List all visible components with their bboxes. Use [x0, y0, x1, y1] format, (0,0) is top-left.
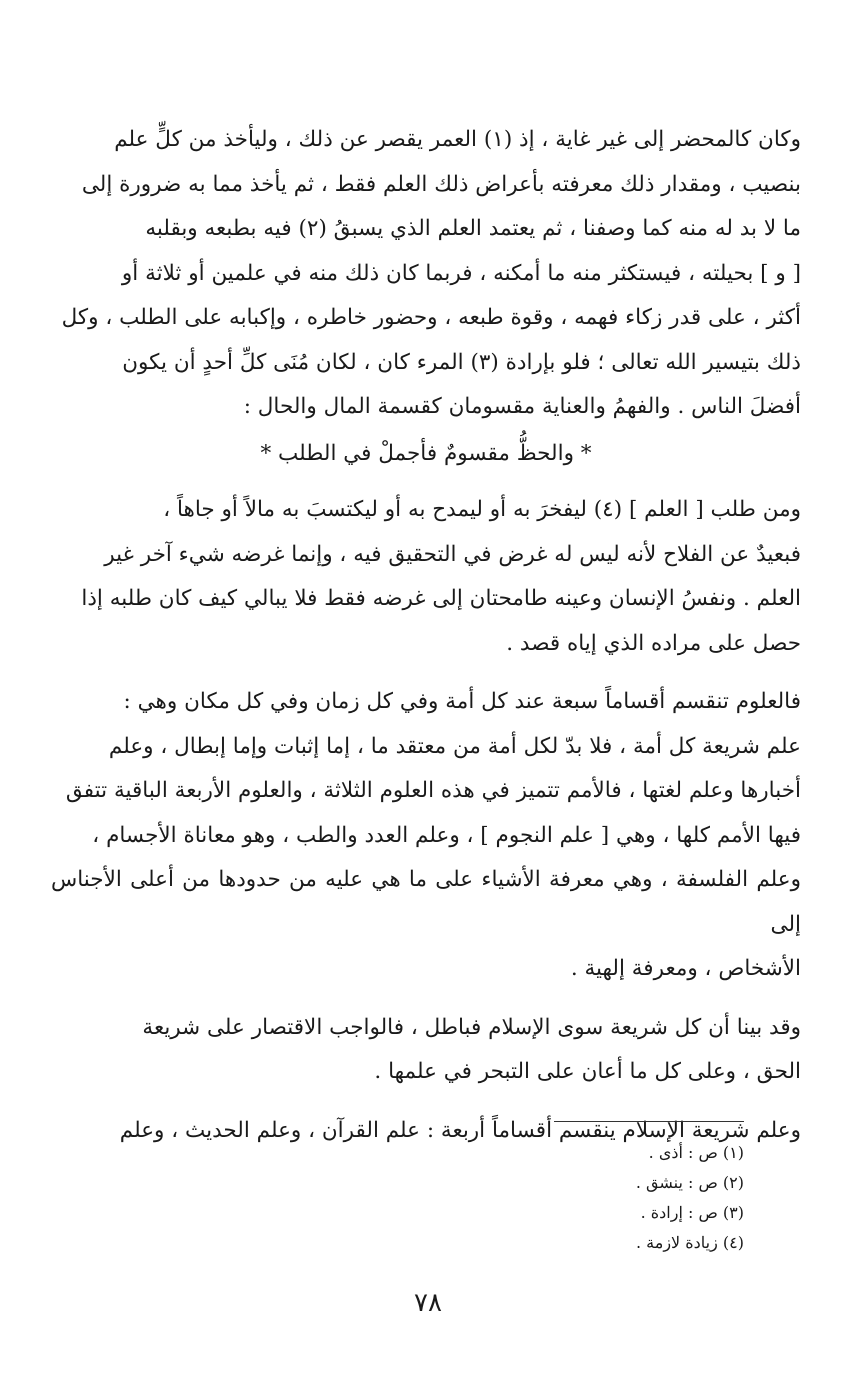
footnote-divider — [554, 1121, 744, 1122]
paragraph-1 — [51, 118, 801, 430]
text-line: الحق ، وعلى كل ما أعان على التبحر في علمها . — [374, 1059, 801, 1084]
text-line: فيها الأمم كلها ، وهي [ علم النجوم ] ، وعلم العدد والطب ، وهو معاناة الأجسام ، — [92, 822, 801, 848]
text-line: أخبارها وعلم لغتها ، فالأمم تتميز في هذه العلوم الثلاثة ، والعلوم الأربعة الباقية تتفق — [65, 778, 801, 803]
page-number: ٧٨ — [414, 1288, 442, 1318]
footnote-item: (٣) ص : إرادة . — [640, 1203, 744, 1222]
text-line: [ و ] بحيلته ، فيستكثر منه ما أمكنه ، فربما كان ذلك منه في علمين أو ثلاثة أو — [121, 260, 801, 286]
text-line: أكثر ، على قدر زكاء فهمه ، وقوة طبعه ، وحضور خاطره ، وإكبابه على الطلب ، وكل — [61, 305, 801, 330]
text-line: علم شريعة كل أمة ، فلا بدّ لكل أمة من معتقد ما ، إما إثبات وإما إبطال ، وعلم — [108, 733, 801, 759]
text-line: فالعلوم تنقسم أقساماً سبعة عند كل أمة وفي كل زمان وفي كل مكان وهي : — [123, 689, 801, 714]
text-line: الأشخاص ، ومعرفة إلهية . — [570, 956, 801, 981]
text-line: فبعيدٌ عن الفلاح لأنه ليس له غرض في التحقيق فيه ، وإنما غرضه شيء آخر غير — [104, 541, 801, 567]
text-line: ما لا بد له منه كما وصفنا ، ثم يعتمد العلم الذي يسبقُ (٢) فيه بطبعه وبقلبه — [145, 216, 801, 241]
main-text — [51, 118, 801, 1153]
footnote-item: (٢) ص : ينشق . — [635, 1173, 744, 1192]
paragraph-4 — [51, 1006, 801, 1095]
paragraph-2 — [51, 488, 801, 666]
text-line: أفضلَ الناس . والفهمُ والعناية مقسومان كقسمة المال والحال : — [243, 394, 801, 419]
text-line: حصل على مراده الذي إياه قصد . — [506, 630, 801, 656]
text-line: وعلم الفلسفة ، وهي معرفة الأشياء على ما هي عليه من حدودها من أعلى الأجناس إلى — [51, 867, 801, 937]
footnotes — [344, 1138, 744, 1258]
text-line: بنصيب ، ومقدار ذلك معرفته بأعراض ذلك العلم فقط ، ثم يأخذ مما به ضرورة إلى — [81, 171, 801, 197]
text-line: ذلك بتيسير الله تعالى ؛ فلو بإرادة (٣) المرء كان ، لكان مُنَى كلِّ أحدٍ أن يكون — [122, 349, 801, 375]
footnote-item: (٤) زيادة لازمة . — [636, 1233, 744, 1252]
text-line: العلم . ونفسُ الإنسان وعينه طامحتان إلى غرضه فقط فلا يبالي كيف كان طلبه إذا — [81, 586, 801, 611]
text-line: ومن طلب [ العلم ] (٤) ليفخرَ به أو ليمدح به أو ليكتسبَ به مالاً أو جاهاً ، — [163, 497, 801, 522]
paragraph-3 — [51, 680, 801, 992]
text-line: وعلم شريعة الإسلام ينقسم أقساماً أربعة : علم القرآن ، وعلم الحديث ، وعلم — [119, 1117, 801, 1143]
text-line: وكان كالمحضر إلى غير غاية ، إذ (١) العمر يقصر عن ذلك ، وليأخذ من كلٍّ علم — [114, 127, 801, 152]
footnote-item: (١) ص : أذى . — [648, 1143, 744, 1162]
verse-line: * والحظُّ مقسومٌ فأجملْ في الطلب * — [260, 440, 592, 466]
text-line: وقد بينا أن كل شريعة سوى الإسلام فباطل ، فالواجب الاقتصار على شريعة — [142, 1014, 801, 1040]
